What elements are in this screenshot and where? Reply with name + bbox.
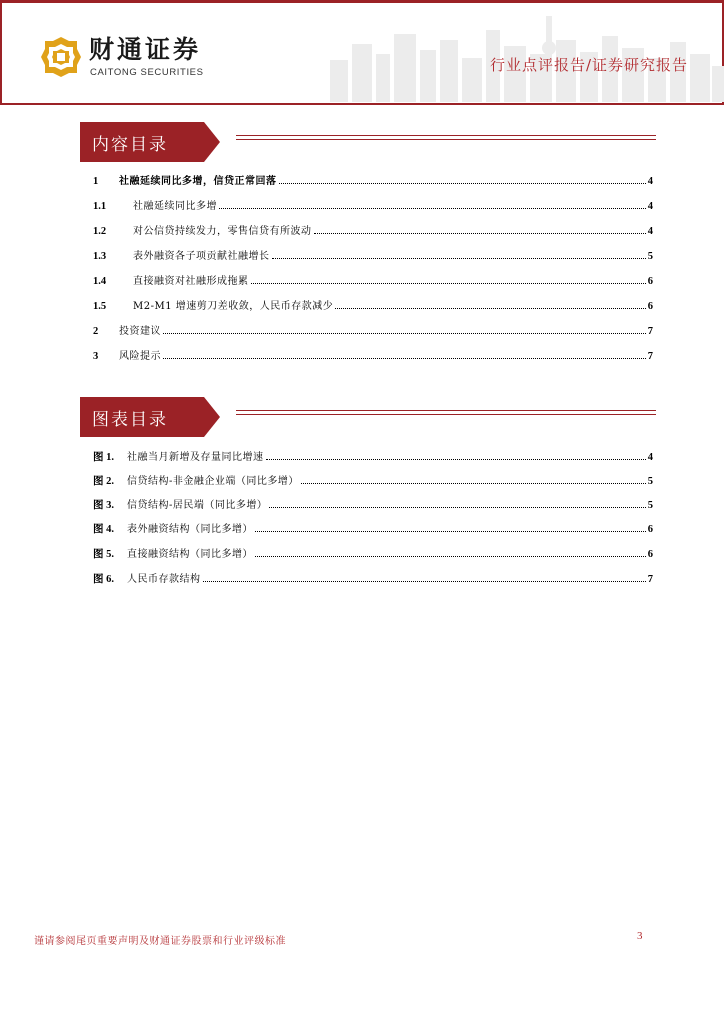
brand-name-cn: 财通证券 <box>89 35 202 64</box>
leader-dots <box>255 530 646 532</box>
disclaimer-note: 谨请参阅尾页重要声明及财通证券股票和行业评级标准 <box>34 936 286 947</box>
leader-dots <box>269 506 645 508</box>
toc-entry-number: 1.3 <box>93 251 107 262</box>
leader-dots <box>301 482 646 484</box>
figure-entry[interactable] <box>93 496 653 512</box>
toc-entry-title: M2-M1 增速剪刀差收敛，人民币存款减少 <box>133 301 334 312</box>
toc-entry-title: 表外融资各子项贡献社融增长 <box>133 251 270 262</box>
figure-entry-page: 7 <box>647 574 653 585</box>
figure-entry-title: 表外融资结构（同比多增） <box>127 524 253 535</box>
caitong-logo-icon <box>40 36 82 78</box>
toc-entry-number: 1.5 <box>93 301 107 312</box>
toc-entry-page: 5 <box>647 251 653 262</box>
toc-entry-title: 直接融资对社融形成拖累 <box>133 276 249 287</box>
toc-entry-page: 6 <box>647 276 653 287</box>
toc-section-header <box>80 122 658 164</box>
leader-dots <box>255 555 646 557</box>
figure-entry[interactable] <box>93 520 653 536</box>
section-rule <box>236 414 656 415</box>
toc-entry-page: 4 <box>647 226 653 237</box>
figure-entry-number: 图 4. <box>93 524 114 535</box>
figure-entry-title: 信贷结构-非金融企业端（同比多增） <box>127 476 299 487</box>
section-rule <box>236 410 656 411</box>
toc-entry-page: 4 <box>647 176 653 187</box>
leader-dots <box>266 458 646 460</box>
toc-entry-number: 3 <box>93 351 99 362</box>
brand-name-en: CAITONG SECURITIES <box>90 67 204 78</box>
toc-entry-title: 风险提示 <box>119 351 161 362</box>
leader-dots <box>219 207 646 209</box>
figures-title: 图表目录 <box>92 410 168 430</box>
document-type: 行业点评报告/证券研究报告 <box>489 56 688 74</box>
figure-entry[interactable] <box>93 448 653 464</box>
toc-entry-page: 4 <box>647 201 653 212</box>
toc-entry[interactable] <box>93 272 653 288</box>
toc-entry[interactable] <box>93 347 653 363</box>
toc-entry-number: 1 <box>93 176 99 187</box>
figure-entry-page: 6 <box>647 549 653 560</box>
figure-entry-title: 人民币存款结构 <box>127 574 201 585</box>
figure-entry-number: 图 1. <box>93 452 114 463</box>
toc-entry-page: 7 <box>647 351 653 362</box>
figure-entry-number: 图 6. <box>93 574 114 585</box>
toc-entry-number: 1.1 <box>93 201 107 212</box>
toc-entry-number: 2 <box>93 326 99 337</box>
leader-dots <box>251 282 646 284</box>
toc-entry-number: 1.2 <box>93 226 107 237</box>
toc-entry[interactable] <box>93 322 653 338</box>
toc-entry-page: 6 <box>647 301 653 312</box>
leader-dots <box>335 307 645 309</box>
left-border <box>0 0 2 104</box>
figures-section-header <box>80 397 658 439</box>
leader-dots <box>163 332 646 334</box>
figure-entry-number: 图 2. <box>93 476 114 487</box>
toc-entry-title: 社融延续同比多增，信贷正常回落 <box>119 176 277 187</box>
toc-entry-number: 1.4 <box>93 276 107 287</box>
toc-title: 内容目录 <box>92 135 168 155</box>
leader-dots <box>279 182 646 184</box>
figure-entry-title: 社融当月新增及存量同比增速 <box>127 452 264 463</box>
section-rule <box>236 139 656 140</box>
toc-entry-title: 社融延续同比多增 <box>133 201 217 212</box>
figure-entry[interactable] <box>93 472 653 488</box>
figure-entry[interactable] <box>93 545 653 561</box>
top-border <box>0 0 724 3</box>
leader-dots <box>314 232 646 234</box>
figure-entry-title: 信贷结构-居民端（同比多增） <box>127 500 268 511</box>
toc-entry[interactable] <box>93 247 653 263</box>
figure-entry-title: 直接融资结构（同比多增） <box>127 549 253 560</box>
figure-entry-number: 图 3. <box>93 500 114 511</box>
figure-entry-page: 5 <box>647 500 653 511</box>
figure-entry-number: 图 5. <box>93 549 114 560</box>
toc-entry-title: 投资建议 <box>119 326 161 337</box>
toc-entry[interactable] <box>93 172 653 188</box>
section-rule <box>236 135 656 136</box>
toc-entry[interactable] <box>93 222 653 238</box>
figure-entry-page: 5 <box>647 476 653 487</box>
toc-entry-title: 对公信贷持续发力，零售信贷有所波动 <box>133 226 312 237</box>
toc-entry-page: 7 <box>647 326 653 337</box>
leader-dots <box>203 580 646 582</box>
leader-dots <box>163 357 646 359</box>
leader-dots <box>272 257 646 259</box>
toc-entry[interactable] <box>93 297 653 313</box>
figure-entry[interactable] <box>93 570 653 586</box>
page-number: 3 <box>637 930 643 942</box>
header-divider <box>0 103 724 105</box>
figure-entry-page: 4 <box>647 452 653 463</box>
figure-entry-page: 6 <box>647 524 653 535</box>
toc-entry[interactable] <box>93 197 653 213</box>
